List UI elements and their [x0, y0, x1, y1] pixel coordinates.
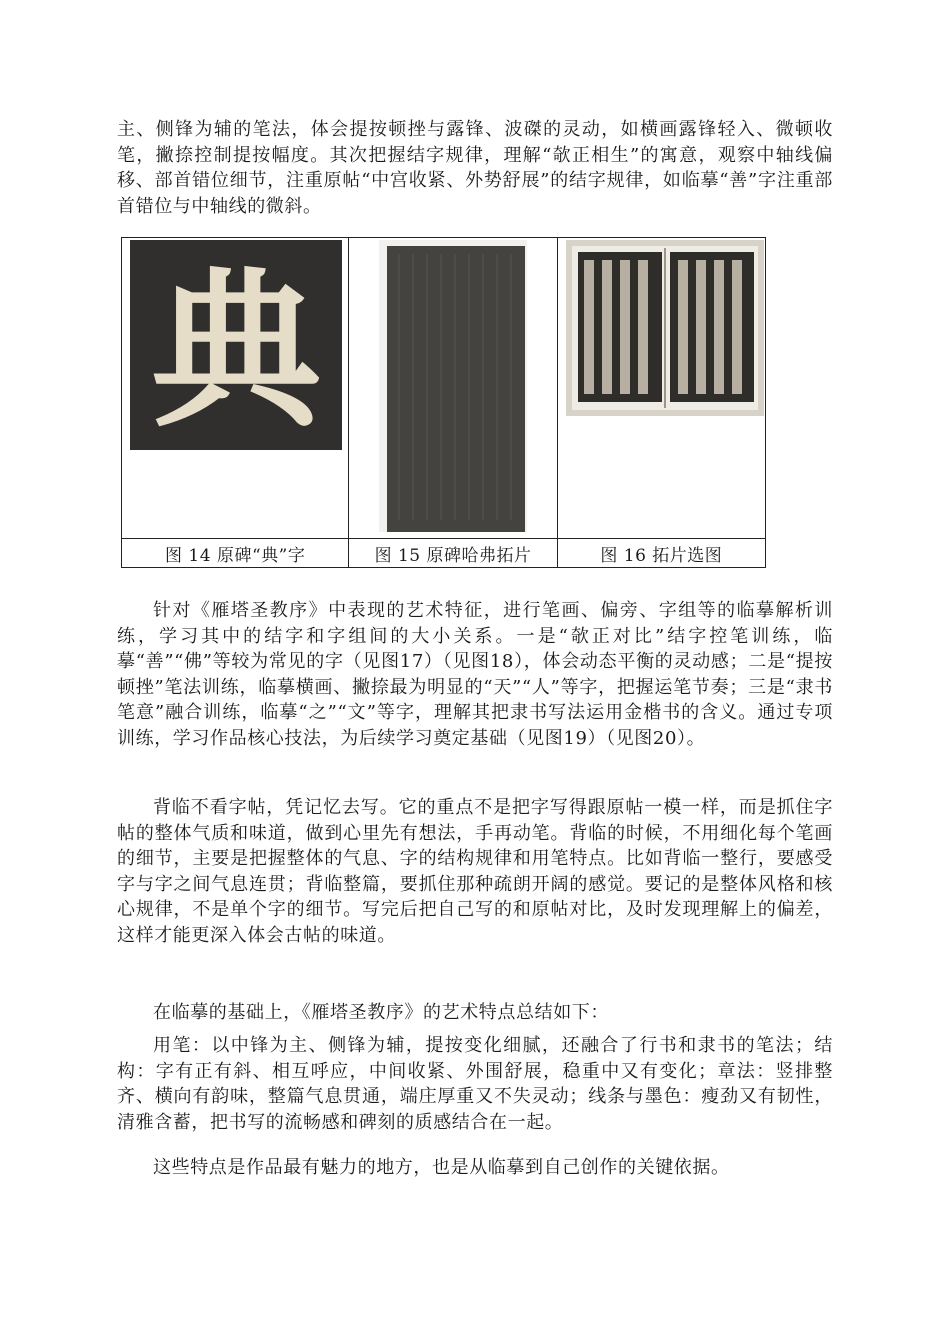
paragraph-intro: 主、侧锋为辅的笔法，体会提按顿挫与露锋、波磔的灵动，如横画露锋轻入、微顿收笔，撇捺控制提按幅度。其次把握结字规律，理解“欹正相生”的寓意，观察中轴线偏移、部首错位细节，注重原帖“中宫收紧、外势舒展”的结字规律，如临摹“善”字注重部首错位与中轴线的微斜。 [117, 119, 833, 217]
figure-16-caption: 图 16 拓片选图 [557, 539, 765, 568]
paragraph-conclusion: 这些特点是作品最有魅力的地方，也是从临摹到自己创作的关键依据。 [153, 1157, 730, 1178]
figure-14-glyph: 典 [150, 251, 322, 450]
figure-cell-16 [557, 238, 765, 539]
figure-14-caption: 图 14 原碑“典”字 [122, 539, 349, 568]
figure-15-caption: 图 15 原碑哈弗拓片 [349, 539, 557, 568]
paragraph-summary-intro: 在临摹的基础上，《雁塔圣教序》的艺术特点总结如下： [153, 1002, 609, 1023]
figure-cell-15 [349, 238, 557, 539]
paragraph-features: 用笔：以中锋为主、侧锋为辅，提按变化细腻，还融合了行书和隶书的笔法；结构：字有正有斜、相互呼应，中间收紧、外围舒展，稳重中又有变化；章法：竖排整齐、横向有韵味，整篇气息贯通，端庄厚重又不失灵动；线条与墨色：瘦劲又有韧性，清雅含蓄，把书写的流畅感和碑刻的质感结合在一起。 [117, 1035, 833, 1133]
figure-16-album-image [566, 240, 764, 416]
figure-14-rubbing-image [130, 240, 342, 450]
figure-15-rubbing-image [379, 240, 527, 532]
figure-table [121, 237, 766, 568]
paragraph-recall: 背临不看字帖，凭记忆去写。它的重点不是把字写得跟原帖一模一样，而是抓住字帖的整体气质和味道，做到心里先有想法，手再动笔。背临的时候，不用细化每个笔画的细节，主要是把握整体的气息、字的结构规律和用笔特点。比如背临一整行，要感受字与字之间气息连贯；背临整篇，要抓住那种疏朗开阔的感觉。要记的是整体风格和核心规律，不是单个字的细节。写完后把自己写的和原帖对比，及时发现理解上的偏差，这样才能更深入体会古帖的味道。 [117, 797, 833, 946]
figure-cell-14 [122, 238, 349, 539]
paragraph-training: 针对《雁塔圣教序》中表现的艺术特征，进行笔画、偏旁、字组等的临摹解析训练，学习其中的结字和字组间的大小关系。一是“欹正对比”结字控笔训练，临摹“善”“佛”等较为常见的字（见图17）（见图18），体会动态平衡的灵动感；二是“提按顿挫”笔法训练，临摹横画、撇捺最为明显的“天”“人”等字，把握运笔节奏；三是“隶书笔意”融合训练，临摹“之”“文”等字，理解其把隶书写法运用金楷书的含义。通过专项训练，学习作品核心技法，为后续学习奠定基础（见图19）（见图20）。 [117, 600, 833, 749]
